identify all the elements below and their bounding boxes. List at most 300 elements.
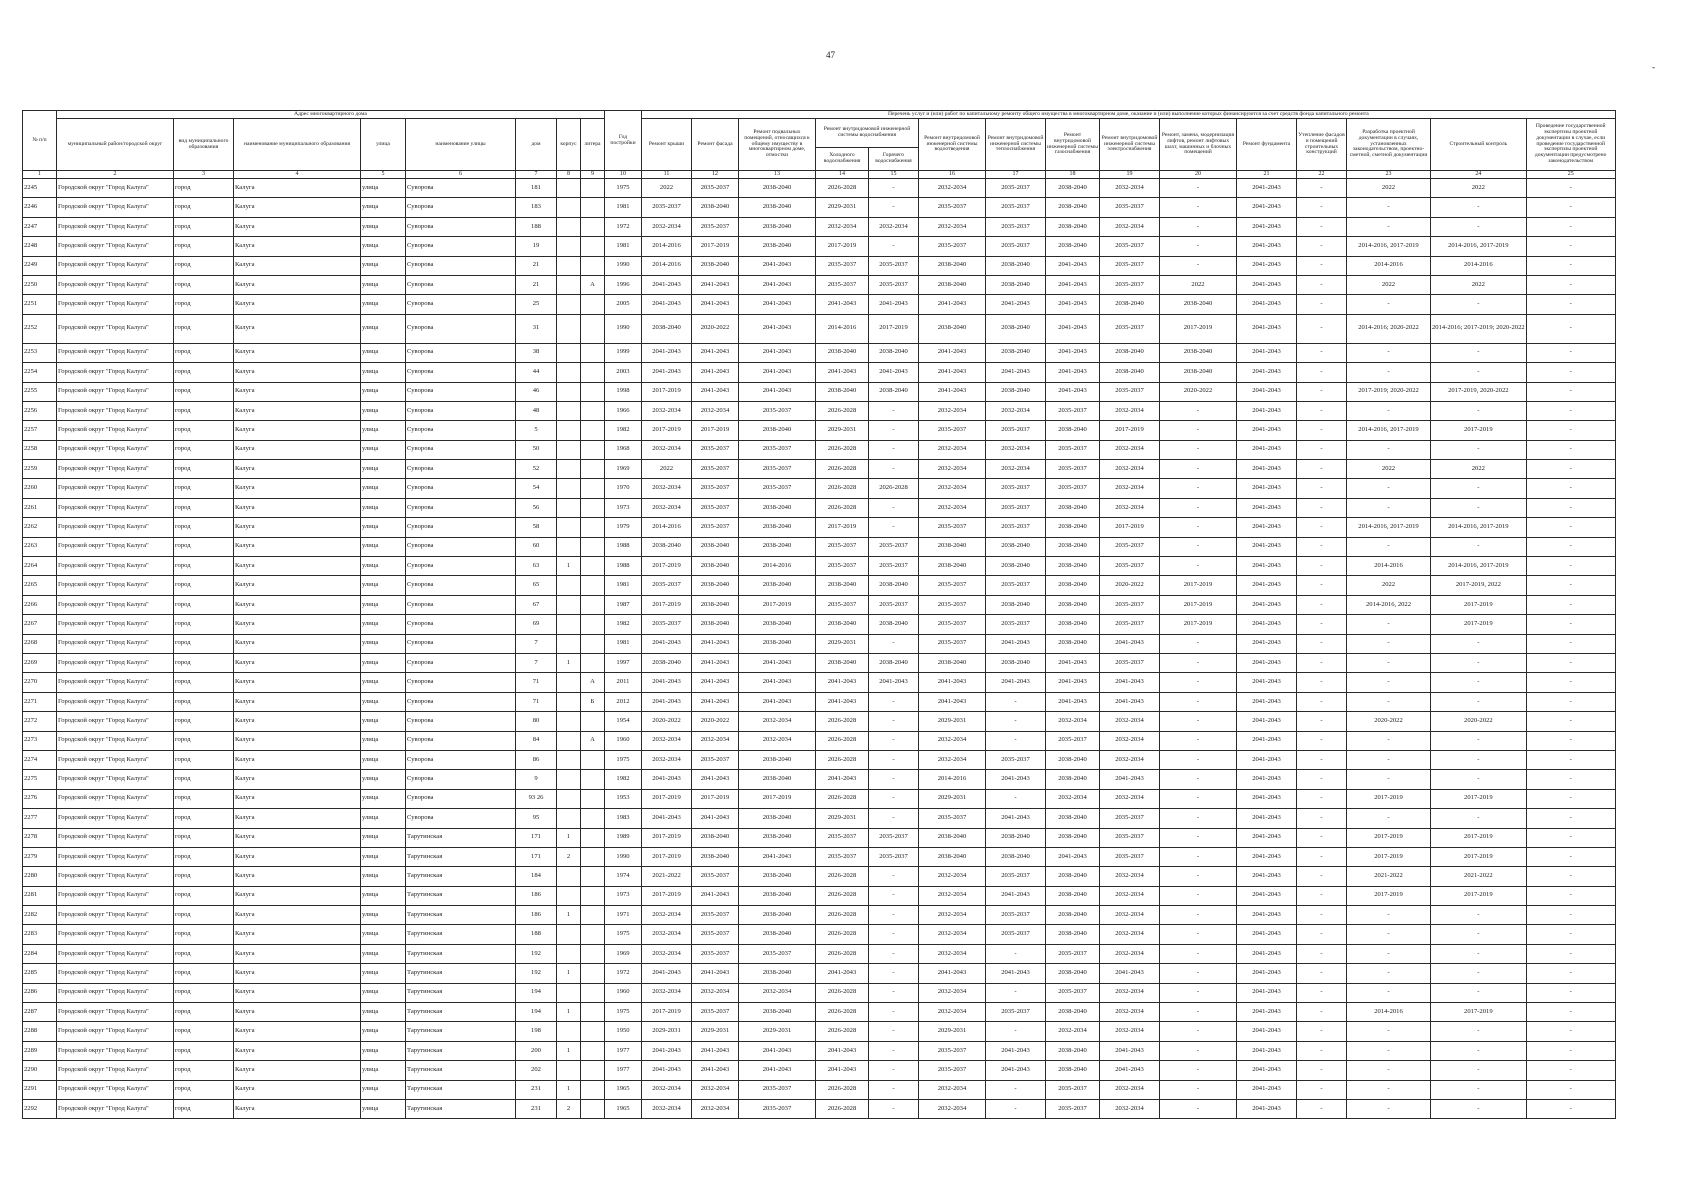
cell-korpus <box>557 256 581 275</box>
cell-build-year: 1996 <box>605 275 642 294</box>
cell-litera <box>581 944 605 963</box>
cell-mo-name: Калуга <box>234 595 361 614</box>
cell-heating: 2032-2034 <box>986 440 1046 459</box>
cell-drainage: 2041-2043 <box>919 964 986 983</box>
cell-electric: 2035-2037 <box>1100 847 1160 866</box>
cell-heating: 2038-2040 <box>986 256 1046 275</box>
cell-litera: А <box>581 673 605 692</box>
cell-litera <box>581 789 605 808</box>
cell-design-docs: - <box>1347 198 1431 217</box>
cell-insulation: - <box>1297 1022 1347 1041</box>
cell-electric: 2032-2034 <box>1100 944 1160 963</box>
cell-build-year: 1972 <box>605 964 642 983</box>
cell-district: Городской округ "Город Калуга" <box>57 421 174 440</box>
cell-hot-water: - <box>869 809 919 828</box>
cell-build-year: 1977 <box>605 1041 642 1060</box>
cell-basement: 2035-2037 <box>739 440 816 459</box>
cell-design-docs: - <box>1347 295 1431 314</box>
cell-hot-water: - <box>869 1041 919 1060</box>
cell-foundation: 2041-2043 <box>1237 237 1297 256</box>
cell-hot-water: 2038-2040 <box>869 615 919 634</box>
cell-electric: 2032-2034 <box>1100 712 1160 731</box>
cell-roof: 2035-2037 <box>642 576 692 595</box>
column-number: 23 <box>1347 171 1431 179</box>
cell-construction-control: - <box>1431 634 1527 653</box>
cell-facade: 2020-2022 <box>692 712 739 731</box>
cell-electric: 2032-2034 <box>1100 498 1160 517</box>
cell-lift: - <box>1160 460 1237 479</box>
cell-electric: 2035-2037 <box>1100 314 1160 343</box>
header-hot-water: Горячего водоснабжения <box>869 148 919 171</box>
cell-design-docs: 2017-2019 <box>1347 847 1431 866</box>
cell-insulation: - <box>1297 479 1347 498</box>
table-row <box>23 925 1616 944</box>
cell-expertise: - <box>1526 983 1615 1002</box>
cell-foundation: 2041-2043 <box>1237 479 1297 498</box>
cell-house: 25 <box>516 295 557 314</box>
cell-cold-water: 2041-2043 <box>816 1061 869 1080</box>
cell-construction-control: 2017-2019 <box>1431 1003 1527 1022</box>
cell-design-docs: - <box>1347 731 1431 750</box>
cell-expertise: - <box>1526 1022 1615 1041</box>
cell-construction-control: - <box>1431 1080 1527 1099</box>
cell-drainage: 2032-2034 <box>919 440 986 459</box>
cell-heating: 2038-2040 <box>986 314 1046 343</box>
cell-street-type: улица <box>361 421 406 440</box>
cell-build-year: 1979 <box>605 518 642 537</box>
cell-house: 194 <box>516 983 557 1002</box>
cell-korpus: 1 <box>557 1080 581 1099</box>
cell-construction-control: 2017-2019 <box>1431 595 1527 614</box>
cell-korpus <box>557 295 581 314</box>
cell-cold-water: 2026-2028 <box>816 460 869 479</box>
cell-mo-name: Калуга <box>234 256 361 275</box>
corner-mark: - <box>1652 62 1655 72</box>
cell-heating: 2035-2037 <box>986 421 1046 440</box>
cell-gas: 2038-2040 <box>1046 964 1100 983</box>
header-heat: Ремонт внутридомовой инженерной системы теплоснабжения <box>986 119 1046 171</box>
cell-build-year: 1973 <box>605 886 642 905</box>
cell-korpus: 1 <box>557 557 581 576</box>
cell-row-number: 2273 <box>23 731 57 750</box>
cell-house: 186 <box>516 906 557 925</box>
cell-electric: 2032-2034 <box>1100 750 1160 769</box>
cell-district: Городской округ "Город Калуга" <box>57 750 174 769</box>
header-street-name: наименование улицы <box>406 119 516 171</box>
cell-mo-name: Калуга <box>234 615 361 634</box>
cell-drainage: 2032-2034 <box>919 1080 986 1099</box>
cell-litera: А <box>581 731 605 750</box>
cell-litera <box>581 634 605 653</box>
cell-expertise: - <box>1526 770 1615 789</box>
cell-litera <box>581 712 605 731</box>
cell-basement: 2041-2043 <box>739 1061 816 1080</box>
cell-cold-water: 2017-2019 <box>816 237 869 256</box>
cell-cold-water: 2035-2037 <box>816 537 869 556</box>
cell-korpus <box>557 382 581 401</box>
cell-build-year: 1975 <box>605 179 642 198</box>
header-district: муниципальный район/городской округ <box>57 119 174 171</box>
table-row <box>23 217 1616 236</box>
cell-basement: 2038-2040 <box>739 179 816 198</box>
cell-insulation: - <box>1297 789 1347 808</box>
cell-district: Городской округ "Город Калуга" <box>57 363 174 382</box>
cell-design-docs: - <box>1347 1099 1431 1118</box>
cell-design-docs: - <box>1347 964 1431 983</box>
cell-hot-water: 2041-2043 <box>869 295 919 314</box>
cell-district: Городской округ "Город Калуга" <box>57 198 174 217</box>
cell-litera <box>581 237 605 256</box>
cell-litera <box>581 518 605 537</box>
cell-mo-type: город <box>174 518 234 537</box>
cell-row-number: 2285 <box>23 964 57 983</box>
cell-expertise: - <box>1526 634 1615 653</box>
cell-design-docs: - <box>1347 615 1431 634</box>
cell-mo-type: город <box>174 295 234 314</box>
cell-mo-type: город <box>174 1099 234 1118</box>
cell-lift: - <box>1160 906 1237 925</box>
cell-litera <box>581 653 605 672</box>
cell-facade: 2041-2043 <box>692 673 739 692</box>
cell-roof: 2014-2016 <box>642 518 692 537</box>
cell-basement: 2038-2040 <box>739 809 816 828</box>
cell-street-name: Суворова <box>406 518 516 537</box>
cell-mo-name: Калуга <box>234 421 361 440</box>
cell-insulation: - <box>1297 809 1347 828</box>
cell-build-year: 1997 <box>605 653 642 672</box>
cell-mo-type: город <box>174 1003 234 1022</box>
cell-expertise: - <box>1526 1099 1615 1118</box>
cell-korpus <box>557 363 581 382</box>
cell-row-number: 2250 <box>23 275 57 294</box>
cell-expertise: - <box>1526 314 1615 343</box>
cell-gas: 2038-2040 <box>1046 770 1100 789</box>
cell-lift: 2038-2040 <box>1160 295 1237 314</box>
cell-hot-water: 2035-2037 <box>869 275 919 294</box>
cell-facade: 2035-2037 <box>692 179 739 198</box>
cell-street-name: Суворова <box>406 770 516 789</box>
cell-electric: 2032-2034 <box>1100 789 1160 808</box>
cell-build-year: 1954 <box>605 712 642 731</box>
cell-cold-water: 2038-2040 <box>816 653 869 672</box>
cell-korpus: 2 <box>557 847 581 866</box>
header-design: Разработка проектной документации в случаях, установленных законодательством, проектно-сметной, сметной документации <box>1347 119 1431 171</box>
cell-house: 93 26 <box>516 789 557 808</box>
cell-district: Городской округ "Город Калуга" <box>57 809 174 828</box>
cell-mo-name: Калуга <box>234 770 361 789</box>
cell-litera <box>581 498 605 517</box>
cell-korpus <box>557 867 581 886</box>
cell-litera <box>581 537 605 556</box>
cell-street-type: улица <box>361 983 406 1002</box>
cell-mo-type: город <box>174 576 234 595</box>
cell-street-name: Тарутинская <box>406 983 516 1002</box>
cell-facade: 2035-2037 <box>692 460 739 479</box>
cell-basement: 2038-2040 <box>739 237 816 256</box>
cell-street-type: улица <box>361 750 406 769</box>
cell-build-year: 1981 <box>605 576 642 595</box>
cell-electric: 2035-2037 <box>1100 653 1160 672</box>
table-row <box>23 750 1616 769</box>
cell-mo-name: Калуга <box>234 712 361 731</box>
cell-mo-type: город <box>174 789 234 808</box>
cell-gas: 2032-2034 <box>1046 712 1100 731</box>
cell-row-number: 2252 <box>23 314 57 343</box>
cell-construction-control: 2017-2019 <box>1431 789 1527 808</box>
cell-cold-water: 2029-2031 <box>816 421 869 440</box>
cell-basement: 2038-2040 <box>739 828 816 847</box>
cell-construction-control: - <box>1431 1041 1527 1060</box>
cell-gas: 2038-2040 <box>1046 576 1100 595</box>
header-facade: Ремонт фасада <box>692 119 739 171</box>
cell-drainage: 2032-2034 <box>919 498 986 517</box>
cell-lift: - <box>1160 964 1237 983</box>
cell-street-name: Тарутинская <box>406 847 516 866</box>
cell-construction-control: 2022 <box>1431 275 1527 294</box>
cell-insulation: - <box>1297 1003 1347 1022</box>
cell-street-name: Тарутинская <box>406 1099 516 1118</box>
cell-hot-water: - <box>869 1099 919 1118</box>
cell-lift: - <box>1160 770 1237 789</box>
cell-row-number: 2276 <box>23 789 57 808</box>
cell-litera <box>581 343 605 362</box>
cell-cold-water: 2032-2034 <box>816 217 869 236</box>
cell-design-docs: - <box>1347 401 1431 420</box>
cell-district: Городской округ "Город Калуга" <box>57 401 174 420</box>
cell-basement: 2038-2040 <box>739 576 816 595</box>
cell-street-name: Тарутинская <box>406 886 516 905</box>
cell-litera <box>581 217 605 236</box>
cell-lift: - <box>1160 479 1237 498</box>
cell-street-type: улица <box>361 1061 406 1080</box>
cell-house: 52 <box>516 460 557 479</box>
cell-gas: 2038-2040 <box>1046 237 1100 256</box>
cell-mo-type: город <box>174 615 234 634</box>
table-row <box>23 256 1616 275</box>
cell-foundation: 2041-2043 <box>1237 518 1297 537</box>
cell-street-name: Суворова <box>406 179 516 198</box>
cell-expertise: - <box>1526 828 1615 847</box>
cell-street-name: Суворова <box>406 692 516 711</box>
cell-lift: - <box>1160 634 1237 653</box>
cell-construction-control: - <box>1431 1099 1527 1118</box>
cell-lift: - <box>1160 653 1237 672</box>
cell-facade: 2041-2043 <box>692 770 739 789</box>
cell-mo-type: город <box>174 828 234 847</box>
cell-drainage: 2035-2037 <box>919 198 986 217</box>
cell-heating: - <box>986 789 1046 808</box>
cell-hot-water: - <box>869 750 919 769</box>
cell-electric: 2032-2034 <box>1100 1080 1160 1099</box>
cell-cold-water: 2026-2028 <box>816 925 869 944</box>
cell-street-name: Суворова <box>406 537 516 556</box>
cell-basement: 2029-2031 <box>739 1022 816 1041</box>
cell-litera <box>581 363 605 382</box>
table-row <box>23 440 1616 459</box>
cell-expertise: - <box>1526 789 1615 808</box>
cell-mo-type: город <box>174 557 234 576</box>
header-insulation: Утепление фасадов и помещений строительных конструкций <box>1297 119 1347 171</box>
cell-foundation: 2041-2043 <box>1237 198 1297 217</box>
cell-design-docs: 2017-2019 <box>1347 886 1431 905</box>
cell-basement: 2038-2040 <box>739 198 816 217</box>
cell-district: Городской округ "Город Калуга" <box>57 1022 174 1041</box>
cell-roof: 2032-2034 <box>642 217 692 236</box>
cell-roof: 2032-2034 <box>642 925 692 944</box>
cell-korpus <box>557 750 581 769</box>
cell-mo-name: Калуга <box>234 964 361 983</box>
cell-row-number: 2272 <box>23 712 57 731</box>
cell-cold-water: 2026-2028 <box>816 479 869 498</box>
cell-korpus: 1 <box>557 828 581 847</box>
cell-foundation: 2041-2043 <box>1237 983 1297 1002</box>
cell-heating: 2032-2034 <box>986 401 1046 420</box>
cell-gas: 2038-2040 <box>1046 421 1100 440</box>
cell-district: Городской округ "Город Калуга" <box>57 557 174 576</box>
cell-street-type: улица <box>361 343 406 362</box>
cell-roof: 2017-2019 <box>642 1003 692 1022</box>
cell-gas: 2038-2040 <box>1046 198 1100 217</box>
cell-korpus: 1 <box>557 1003 581 1022</box>
cell-korpus <box>557 440 581 459</box>
cell-district: Городской округ "Город Калуга" <box>57 314 174 343</box>
cell-lift: - <box>1160 750 1237 769</box>
cell-drainage: 2041-2043 <box>919 343 986 362</box>
cell-insulation: - <box>1297 460 1347 479</box>
cell-roof: 2017-2019 <box>642 595 692 614</box>
column-number: 9 <box>581 171 605 179</box>
cell-street-name: Суворова <box>406 217 516 236</box>
cell-design-docs: 2014-2016, 2017-2019 <box>1347 421 1431 440</box>
cell-construction-control: - <box>1431 343 1527 362</box>
cell-foundation: 2041-2043 <box>1237 944 1297 963</box>
cell-lift: - <box>1160 789 1237 808</box>
cell-drainage: 2035-2037 <box>919 576 986 595</box>
cell-basement: 2035-2037 <box>739 944 816 963</box>
cell-build-year: 1990 <box>605 847 642 866</box>
cell-roof: 2017-2019 <box>642 847 692 866</box>
cell-expertise: - <box>1526 401 1615 420</box>
cell-heating: 2038-2040 <box>986 595 1046 614</box>
cell-facade: 2032-2034 <box>692 1080 739 1099</box>
cell-electric: 2035-2037 <box>1100 595 1160 614</box>
cell-expertise: - <box>1526 295 1615 314</box>
cell-roof: 2022 <box>642 460 692 479</box>
column-number: 22 <box>1297 171 1347 179</box>
cell-lift: - <box>1160 518 1237 537</box>
cell-hot-water: - <box>869 179 919 198</box>
cell-lift: - <box>1160 498 1237 517</box>
cell-korpus <box>557 886 581 905</box>
cell-korpus <box>557 498 581 517</box>
cell-build-year: 2003 <box>605 363 642 382</box>
cell-roof: 2035-2037 <box>642 615 692 634</box>
cell-street-name: Суворова <box>406 634 516 653</box>
cell-korpus <box>557 275 581 294</box>
cell-gas: 2038-2040 <box>1046 217 1100 236</box>
cell-construction-control: 2014-2016, 2017-2019 <box>1431 518 1527 537</box>
cell-basement: 2041-2043 <box>739 847 816 866</box>
cell-construction-control: 2022 <box>1431 460 1527 479</box>
cell-insulation: - <box>1297 401 1347 420</box>
cell-street-type: улица <box>361 1080 406 1099</box>
cell-lift: - <box>1160 1061 1237 1080</box>
cell-mo-type: город <box>174 1041 234 1060</box>
cell-roof: 2041-2043 <box>642 692 692 711</box>
cell-foundation: 2041-2043 <box>1237 828 1297 847</box>
cell-district: Городской округ "Город Калуга" <box>57 1061 174 1080</box>
cell-korpus <box>557 314 581 343</box>
cell-roof: 2017-2019 <box>642 421 692 440</box>
table-row <box>23 867 1616 886</box>
cell-construction-control: 2014-2016, 2017-2019 <box>1431 237 1527 256</box>
cell-cold-water: 2041-2043 <box>816 1041 869 1060</box>
cell-litera: Б <box>581 692 605 711</box>
cell-mo-name: Калуга <box>234 401 361 420</box>
cell-gas: 2041-2043 <box>1046 363 1100 382</box>
cell-lift: - <box>1160 179 1237 198</box>
cell-gas: 2041-2043 <box>1046 847 1100 866</box>
cell-mo-name: Калуга <box>234 867 361 886</box>
cell-construction-control: - <box>1431 906 1527 925</box>
cell-litera <box>581 421 605 440</box>
header-mo-name: наименование муниципального образования <box>234 119 361 171</box>
cell-street-name: Суворова <box>406 421 516 440</box>
cell-korpus <box>557 237 581 256</box>
cell-mo-name: Калуга <box>234 789 361 808</box>
cell-cold-water: 2035-2037 <box>816 256 869 275</box>
cell-litera <box>581 576 605 595</box>
cell-basement: 2035-2037 <box>739 1080 816 1099</box>
table-row <box>23 498 1616 517</box>
cell-litera <box>581 440 605 459</box>
cell-insulation: - <box>1297 314 1347 343</box>
cell-street-type: улица <box>361 692 406 711</box>
cell-gas: 2035-2037 <box>1046 460 1100 479</box>
cell-house: 71 <box>516 692 557 711</box>
table-row <box>23 363 1616 382</box>
cell-house: 202 <box>516 1061 557 1080</box>
cell-lift: - <box>1160 925 1237 944</box>
cell-cold-water: 2026-2028 <box>816 906 869 925</box>
cell-build-year: 1960 <box>605 983 642 1002</box>
cell-heating: 2035-2037 <box>986 179 1046 198</box>
cell-street-name: Суворова <box>406 653 516 672</box>
cell-cold-water: 2038-2040 <box>816 343 869 362</box>
header-works-group: Перечень услуг и (или) работ по капитальному ремонту общего имущества в многоквартирном доме, оказание и (или) выполнение которых финансируются за счет средств фонда капитального ремонта <box>642 111 1616 119</box>
cell-roof: 2014-2016 <box>642 256 692 275</box>
cell-street-name: Суворова <box>406 750 516 769</box>
cell-hot-water: - <box>869 440 919 459</box>
table-row <box>23 653 1616 672</box>
cell-row-number: 2275 <box>23 770 57 789</box>
cell-gas: 2038-2040 <box>1046 557 1100 576</box>
table-row <box>23 295 1616 314</box>
cell-gas: 2038-2040 <box>1046 925 1100 944</box>
cell-lift: - <box>1160 217 1237 236</box>
cell-lift: - <box>1160 198 1237 217</box>
cell-drainage: 2029-2031 <box>919 789 986 808</box>
table-row <box>23 1022 1616 1041</box>
cell-foundation: 2041-2043 <box>1237 1041 1297 1060</box>
cell-street-type: улица <box>361 925 406 944</box>
cell-hot-water: 2035-2037 <box>869 256 919 275</box>
cell-drainage: 2032-2034 <box>919 983 986 1002</box>
cell-lift: - <box>1160 886 1237 905</box>
cell-district: Городской округ "Город Калуга" <box>57 217 174 236</box>
column-number: 2 <box>57 171 174 179</box>
cell-row-number: 2281 <box>23 886 57 905</box>
